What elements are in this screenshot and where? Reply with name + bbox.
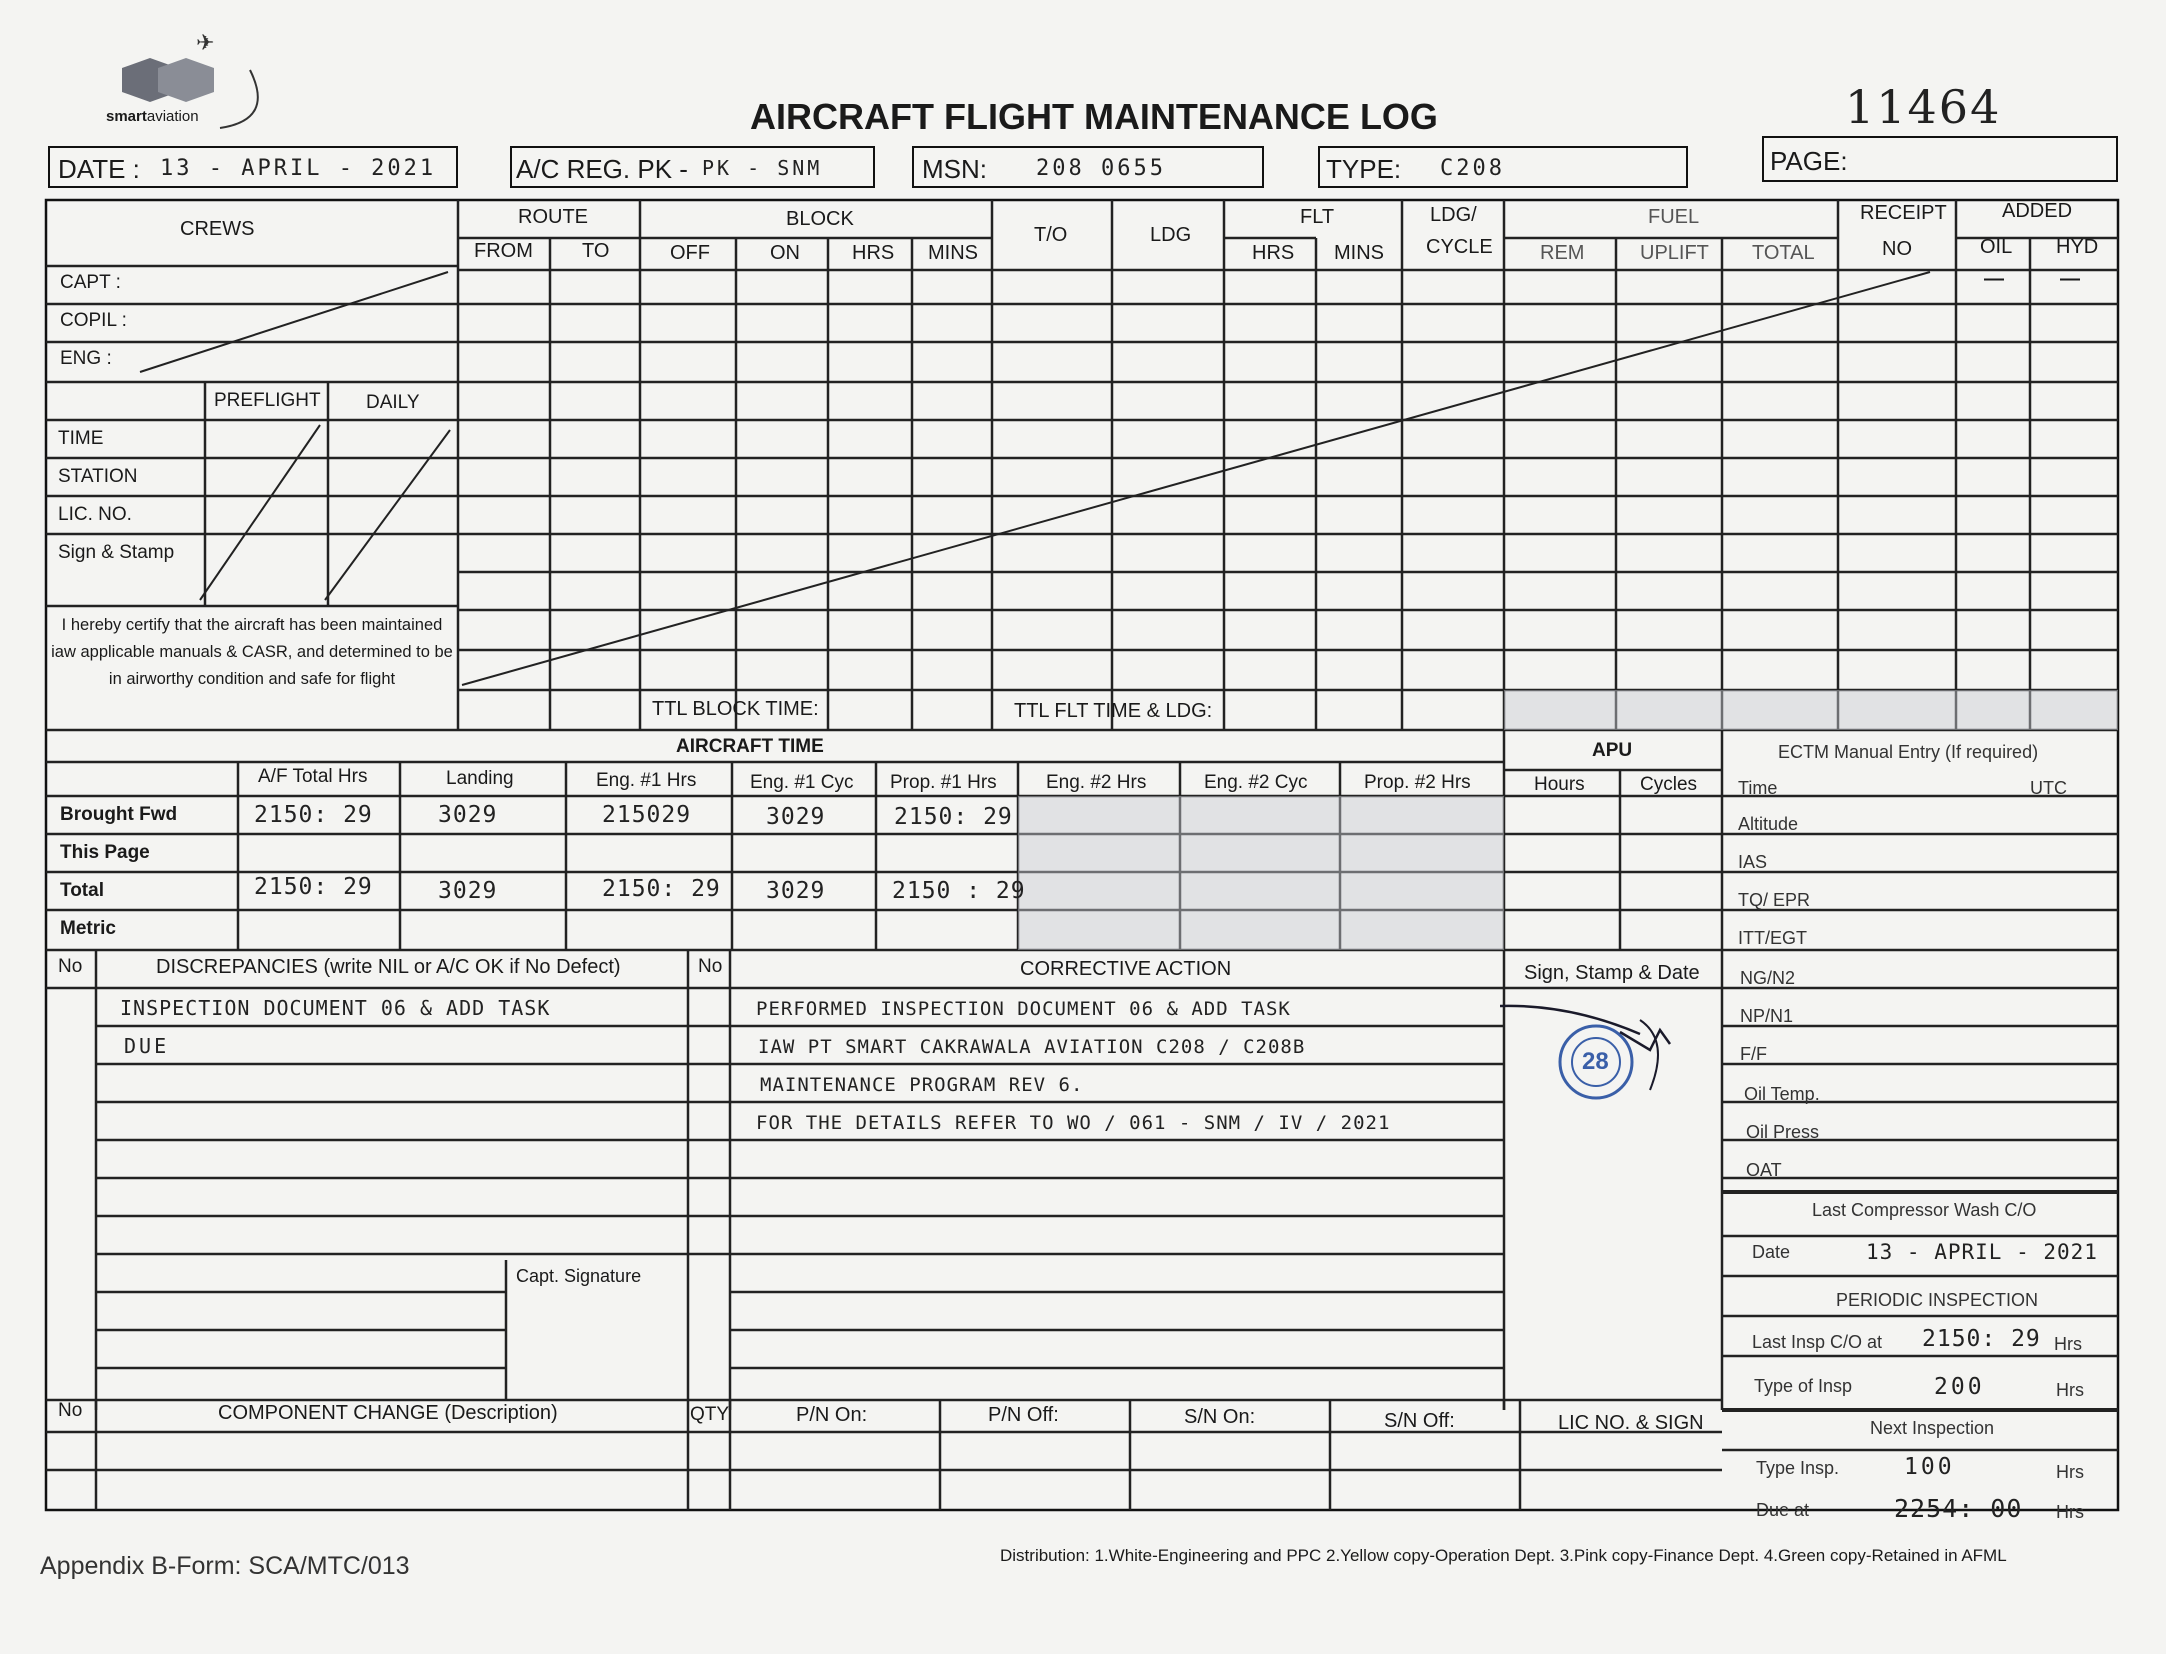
station-label: STATION bbox=[58, 466, 138, 487]
ectm-oat: OAT bbox=[1746, 1160, 1782, 1180]
lic-sign-header: LIC NO. & SIGN bbox=[1558, 1412, 1704, 1434]
fuel-header: FUEL bbox=[1648, 206, 1700, 228]
oil-value: — bbox=[1984, 268, 2004, 290]
to-header: TO bbox=[582, 240, 610, 262]
ectm-ng-n2: NG/N2 bbox=[1740, 968, 1796, 988]
rem-header: REM bbox=[1540, 242, 1585, 264]
last-insp-value: 2150: 29 bbox=[1922, 1326, 2041, 1352]
ttl-block-label: TTL BLOCK TIME: bbox=[652, 698, 819, 720]
total-eng1-cyc: 3029 bbox=[766, 878, 826, 904]
this-page-label: This Page bbox=[60, 842, 150, 863]
discrepancy-line-2: DUE bbox=[124, 1034, 170, 1058]
sn-on-header: S/N On: bbox=[1184, 1406, 1256, 1428]
total-label: Total bbox=[60, 880, 104, 901]
corrective-no-header: No bbox=[698, 956, 723, 977]
time-label: TIME bbox=[58, 428, 104, 449]
prop2-hrs-header: Prop. #2 Hrs bbox=[1364, 772, 1471, 793]
due-at-value: 2254: 00 bbox=[1894, 1494, 2023, 1523]
eng2-hrs-header: Eng. #2 Hrs bbox=[1046, 772, 1147, 793]
added-header: ADDED bbox=[2002, 200, 2073, 222]
date-value: 13 - APRIL - 2021 bbox=[160, 156, 437, 181]
corrective-line-3: MAINTENANCE PROGRAM REV 6. bbox=[760, 1074, 1084, 1096]
total-eng1-hrs: 2150: 29 bbox=[602, 876, 721, 902]
mins-header: MINS bbox=[928, 242, 978, 264]
ectm-itt-egt: ITT/EGT bbox=[1738, 928, 1807, 948]
brought-fwd-prop1-hrs: 2150: 29 bbox=[894, 804, 1013, 830]
brought-fwd-eng1-cyc: 3029 bbox=[766, 804, 826, 830]
ttl-flt-label: TTL FLT TIME & LDG: bbox=[1014, 700, 1213, 722]
svg-text:✈: ✈ bbox=[196, 30, 215, 55]
next-type-value: 100 bbox=[1904, 1454, 1955, 1480]
due-at-hrs: Hrs bbox=[2056, 1502, 2084, 1522]
discrepancy-header: DISCREPANCIES (write NIL or A/C OK if No Defect) bbox=[156, 956, 621, 978]
ldg-cycle-header-2: CYCLE bbox=[1426, 236, 1493, 258]
uplift-header: UPLIFT bbox=[1640, 242, 1709, 264]
date-label: DATE : bbox=[58, 154, 140, 184]
page-title: AIRCRAFT FLIGHT MAINTENANCE LOG bbox=[750, 96, 1438, 137]
brought-fwd-eng1-hrs: 215029 bbox=[602, 802, 692, 828]
type-insp-hrs: Hrs bbox=[2056, 1380, 2084, 1400]
logo-brand-light: aviation bbox=[146, 108, 199, 125]
ectm-tq-epr: TQ/ EPR bbox=[1738, 890, 1811, 910]
serial-number: 11464 bbox=[1845, 80, 2002, 134]
page-label: PAGE: bbox=[1770, 146, 1848, 176]
ectm-utc: UTC bbox=[2030, 778, 2067, 798]
eng2-cyc-header: Eng. #2 Cyc bbox=[1204, 772, 1308, 793]
ldg-cycle-header-1: LDG/ bbox=[1430, 204, 1477, 226]
sign-stamp-date-header: Sign, Stamp & Date bbox=[1524, 962, 1700, 984]
prop1-hrs-header: Prop. #1 Hrs bbox=[890, 772, 997, 793]
logo-brand-bold: smart bbox=[106, 108, 147, 125]
receipt-header-2: NO bbox=[1882, 238, 1912, 260]
certification-text: I hereby certify that the aircraft has been maintained iaw applicable manuals & CASR, and determined to be in airworthy condition and safe for flight bbox=[51, 616, 453, 688]
reg-value: PK - SNM bbox=[702, 156, 823, 180]
sign-stamp-label: Sign & Stamp bbox=[58, 542, 175, 563]
preflight-header: PREFLIGHT bbox=[214, 390, 321, 411]
receipt-header-1: RECEIPT bbox=[1860, 202, 1947, 224]
ectm-oil-press: Oil Press bbox=[1746, 1122, 1820, 1142]
component-no-header: No bbox=[58, 1400, 83, 1421]
msn-label: MSN: bbox=[922, 154, 987, 184]
last-insp-label: Last Insp C/O at bbox=[1752, 1332, 1883, 1352]
pn-off-header: P/N Off: bbox=[988, 1404, 1059, 1426]
next-type-hrs: Hrs bbox=[2056, 1462, 2084, 1482]
next-inspection-title: Next Inspection bbox=[1870, 1418, 1995, 1438]
last-insp-hrs: Hrs bbox=[2054, 1334, 2082, 1354]
capt-label: CAPT : bbox=[60, 272, 121, 293]
type-label: TYPE: bbox=[1326, 154, 1402, 184]
ectm-np-n1: NP/N1 bbox=[1740, 1006, 1794, 1026]
metric-label: Metric bbox=[60, 918, 116, 939]
apu-hours-header: Hours bbox=[1534, 774, 1585, 795]
discrepancy-line-1: INSPECTION DOCUMENT 06 & ADD TASK bbox=[120, 996, 551, 1020]
capt-signature-label: Capt. Signature bbox=[516, 1266, 642, 1286]
next-type-label: Type Insp. bbox=[1756, 1458, 1840, 1478]
landing-header: Landing bbox=[446, 768, 514, 789]
corrective-line-4: FOR THE DETAILS REFER TO WO / 061 - SNM / IV / 2021 bbox=[756, 1112, 1391, 1134]
msn-value: 208 0655 bbox=[1036, 156, 1166, 181]
ectm-ff: F/F bbox=[1740, 1044, 1767, 1064]
ectm-ias: IAS bbox=[1738, 852, 1768, 872]
ectm-oil-temp: Oil Temp. bbox=[1744, 1084, 1820, 1104]
ectm-title: ECTM Manual Entry (If required) bbox=[1778, 742, 2039, 762]
hyd-value: — bbox=[2060, 268, 2080, 290]
hrs-header: HRS bbox=[852, 242, 895, 264]
ldg-header: LDG bbox=[1150, 224, 1192, 246]
lic-label: LIC. NO. bbox=[58, 504, 132, 525]
eng-label: ENG : bbox=[60, 348, 112, 369]
brought-fwd-af-hrs: 2150: 29 bbox=[254, 802, 373, 828]
apu-title: APU bbox=[1592, 740, 1633, 761]
oil-header: OIL bbox=[1980, 236, 2013, 258]
brought-fwd-landing: 3029 bbox=[438, 802, 498, 828]
off-header: OFF bbox=[670, 242, 710, 264]
stamp-number: 28 bbox=[1582, 1048, 1609, 1075]
type-insp-label: Type of Insp bbox=[1754, 1376, 1853, 1396]
aircraft-time-title: AIRCRAFT TIME bbox=[676, 736, 824, 757]
hyd-header: HYD bbox=[2056, 236, 2099, 258]
block-header: BLOCK bbox=[786, 208, 854, 230]
on-header: ON bbox=[770, 242, 800, 264]
af-total-hrs-header: A/F Total Hrs bbox=[258, 766, 368, 787]
ectm-altitude: Altitude bbox=[1738, 814, 1799, 834]
pn-on-header: P/N On: bbox=[796, 1404, 868, 1426]
crews-header: CREWS bbox=[180, 218, 255, 240]
eng1-hrs-header: Eng. #1 Hrs bbox=[596, 770, 697, 791]
periodic-title: PERIODIC INSPECTION bbox=[1836, 1290, 2039, 1310]
total-landing: 3029 bbox=[438, 878, 498, 904]
sn-off-header: S/N Off: bbox=[1384, 1410, 1455, 1432]
copil-label: COPIL : bbox=[60, 310, 127, 331]
compressor-date-label: Date bbox=[1752, 1242, 1791, 1262]
daily-header: DAILY bbox=[366, 392, 420, 413]
brought-fwd-label: Brought Fwd bbox=[60, 804, 178, 825]
corrective-line-1: PERFORMED INSPECTION DOCUMENT 06 & ADD TASK bbox=[756, 998, 1291, 1020]
inspector-stamp bbox=[1500, 1000, 1700, 1110]
due-at-label: Due at bbox=[1756, 1500, 1810, 1520]
corrective-header: CORRECTIVE ACTION bbox=[1020, 958, 1232, 980]
component-header: COMPONENT CHANGE (Description) bbox=[218, 1402, 558, 1424]
from-header: FROM bbox=[474, 240, 533, 262]
reg-label: A/C REG. PK - bbox=[516, 154, 688, 184]
apu-cycles-header: Cycles bbox=[1640, 774, 1698, 795]
takeoff-header: T/O bbox=[1034, 224, 1068, 246]
compressor-wash-title: Last Compressor Wash C/O bbox=[1812, 1200, 2037, 1220]
fuel-total-header: TOTAL bbox=[1752, 242, 1815, 264]
flt-hrs-header: HRS bbox=[1252, 242, 1295, 264]
type-insp-value: 200 bbox=[1934, 1374, 1985, 1400]
flt-mins-header: MINS bbox=[1334, 242, 1384, 264]
ectm-time: Time bbox=[1738, 778, 1778, 798]
compressor-date-value: 13 - APRIL - 2021 bbox=[1866, 1240, 2098, 1264]
corrective-line-2: IAW PT SMART CAKRAWALA AVIATION C208 / C208B bbox=[758, 1036, 1306, 1058]
qty-header: QTY bbox=[690, 1404, 730, 1425]
eng1-cyc-header: Eng. #1 Cyc bbox=[750, 772, 854, 793]
total-prop1-hrs: 2150 : 29 bbox=[892, 878, 1026, 904]
discrepancy-no-header: No bbox=[58, 956, 83, 977]
flt-header: FLT bbox=[1300, 206, 1335, 228]
type-value: C208 bbox=[1440, 156, 1505, 181]
total-af-hrs: 2150: 29 bbox=[254, 874, 373, 900]
distribution-note: Distribution: 1.White-Engineering and PPC 2.Yellow copy-Operation Dept. 3.Pink copy-Finance Dept. 4.Green copy-Retained in AFML bbox=[1000, 1546, 2007, 1565]
route-header: ROUTE bbox=[518, 206, 588, 228]
form-number: Appendix B-Form: SCA/MTC/013 bbox=[40, 1552, 410, 1580]
